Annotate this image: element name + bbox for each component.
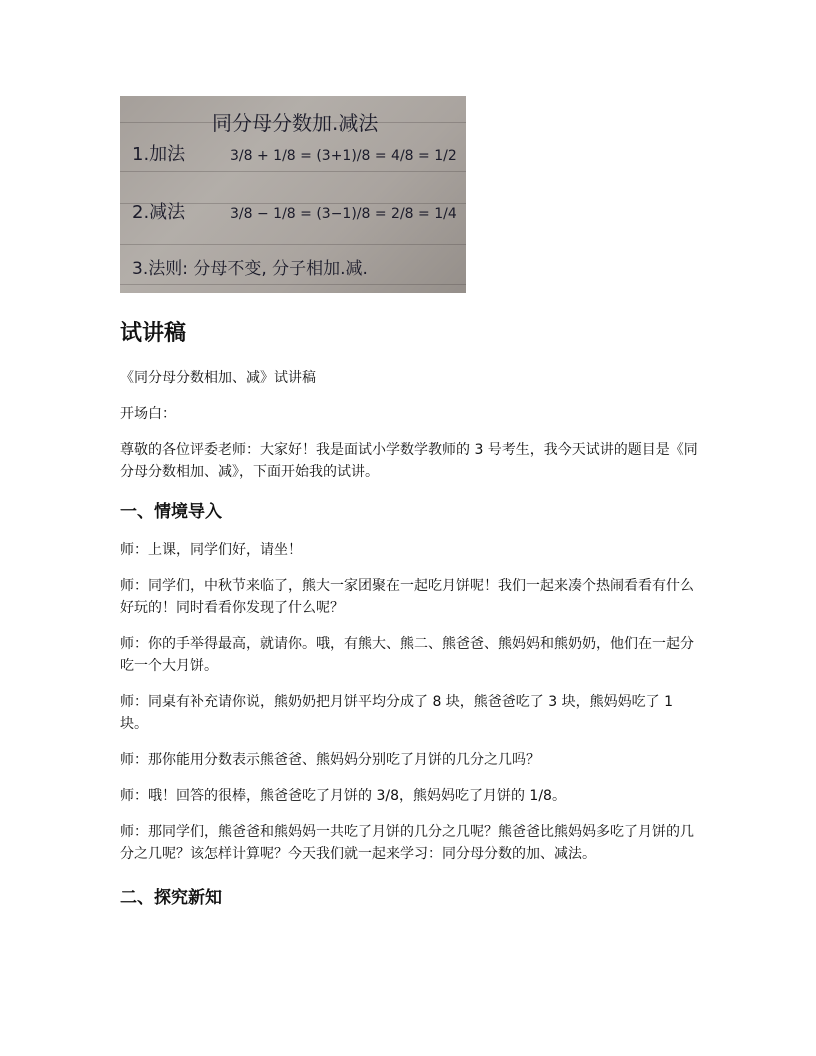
- photo-row1-label: 1.加法: [132, 144, 186, 165]
- photo-row3-text: 3.法则: 分母不变, 分子相加.减.: [132, 259, 368, 279]
- paragraph: 师：你的手举得最高，就请你。哦，有熊大、熊二、熊爸爸、熊妈妈和熊奶奶，他们在一起分吃一个大月饼。: [120, 636, 694, 674]
- paragraph: 师：那你能用分数表示熊爸爸、熊妈妈分别吃了月饼的几分之几吗？: [120, 752, 540, 768]
- section-heading-2: 二、探究新知: [120, 888, 222, 908]
- photo-row2-label: 2.减法: [132, 202, 186, 223]
- document-page: [120, 96, 700, 911]
- handwriting-layer: [120, 96, 466, 293]
- paragraph: 师：同学们，中秋节来临了，熊大一家团聚在一起吃月饼呢！我们一起来凑个热闹看看有什么好玩的！同时看看你发现了什么呢？: [120, 578, 694, 616]
- opening-paragraph: 尊敬的各位评委老师：大家好！我是面试小学数学教师的 3 号考生，我今天试讲的题目是《同分母分数相加、减》，下面开始我的试讲。: [120, 442, 698, 480]
- paragraph: 师：那同学们，熊爸爸和熊妈妈一共吃了月饼的几分之几呢？熊爸爸比熊妈妈多吃了月饼的几分之几呢？该怎样计算呢？今天我们就一起来学习：同分母分数的加、减法。: [120, 824, 694, 862]
- photo-row1-expr: 3/8 + 1/8 = (3+1)/8 = 4/8 = 1/2: [230, 148, 457, 164]
- handwritten-notes-photo: [120, 96, 466, 293]
- photo-row2-expr: 3/8 − 1/8 = (3−1)/8 = 2/8 = 1/4: [230, 206, 457, 222]
- page-title: 试讲稿: [120, 321, 187, 346]
- opening-label: 开场白：: [120, 406, 176, 422]
- photo-title: 同分母分数加.减法: [212, 111, 379, 135]
- section-heading-1: 一、情境导入: [120, 502, 222, 522]
- paragraph: 师：哦！回答的很棒，熊爸爸吃了月饼的 3/8，熊妈妈吃了月饼的 1/8。: [120, 788, 566, 804]
- paragraph: 师：上课，同学们好，请坐！: [120, 542, 302, 558]
- paragraph: 师：同桌有补充请你说，熊奶奶把月饼平均分成了 8 块，熊爸爸吃了 3 块，熊妈妈吃了 1 块。: [120, 694, 673, 732]
- document-title: 《同分母分数相加、减》试讲稿: [120, 370, 316, 386]
